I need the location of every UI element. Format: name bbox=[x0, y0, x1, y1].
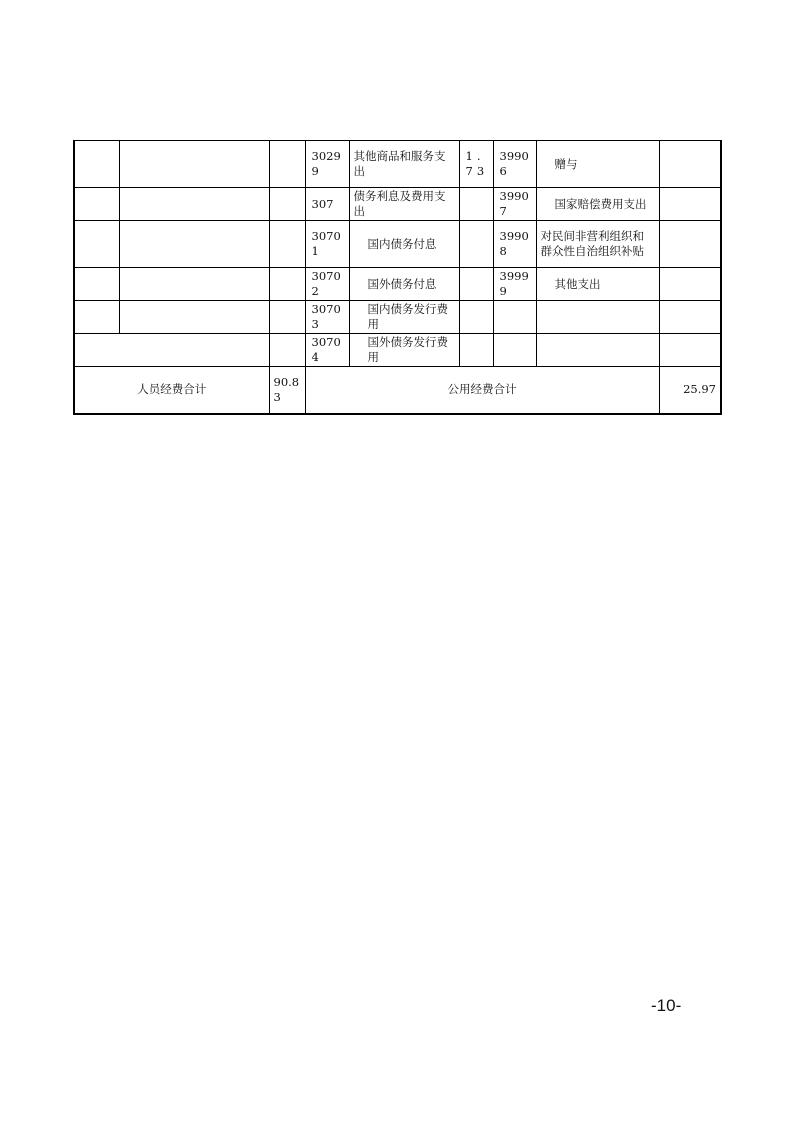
table-cell bbox=[74, 301, 119, 334]
table-cell bbox=[119, 301, 269, 334]
table-row bbox=[74, 301, 721, 334]
expense-name: 其他支出 bbox=[536, 268, 659, 301]
personnel-total-value: 90.83 bbox=[269, 367, 305, 414]
expense-code: 39999 bbox=[493, 268, 536, 301]
table-cell bbox=[269, 268, 305, 301]
expense-name bbox=[536, 301, 659, 334]
table-cell bbox=[74, 334, 269, 367]
table-cell bbox=[269, 188, 305, 221]
table-cell bbox=[269, 141, 305, 188]
expense-name: 赠与 bbox=[536, 141, 659, 188]
public-total-value: 25.97 bbox=[659, 367, 721, 414]
table-cell bbox=[74, 141, 119, 188]
table-cell bbox=[269, 221, 305, 268]
totals-row bbox=[74, 367, 721, 414]
table-cell bbox=[74, 221, 119, 268]
table-cell bbox=[74, 188, 119, 221]
expense-name bbox=[536, 334, 659, 367]
expense-amount bbox=[659, 268, 721, 301]
table-cell bbox=[269, 301, 305, 334]
table-cell bbox=[119, 141, 269, 188]
expense-amount bbox=[659, 188, 721, 221]
personnel-total-label: 人员经费合计 bbox=[74, 367, 269, 414]
expense-name: 债务利息及费用支出 bbox=[349, 188, 459, 221]
expense-amount bbox=[659, 141, 721, 188]
expense-code: 39906 bbox=[493, 141, 536, 188]
expense-name: 其他商品和服务支出 bbox=[349, 141, 459, 188]
expense-code: 30299 bbox=[305, 141, 349, 188]
expense-amount bbox=[459, 268, 493, 301]
expense-amount bbox=[459, 301, 493, 334]
expense-code: 307 bbox=[305, 188, 349, 221]
expense-name: 国内债务付息 bbox=[349, 221, 459, 268]
table-row bbox=[74, 141, 721, 188]
expense-name: 对民间非营利组织和群众性自治组织补贴 bbox=[536, 221, 659, 268]
table-cell bbox=[119, 221, 269, 268]
table-row bbox=[74, 188, 721, 221]
expense-name: 国内债务发行费用 bbox=[349, 301, 459, 334]
table-cell bbox=[119, 188, 269, 221]
budget-table-section bbox=[73, 140, 720, 415]
expense-code: 39907 bbox=[493, 188, 536, 221]
expense-amount bbox=[659, 334, 721, 367]
expense-amount bbox=[659, 221, 721, 268]
expense-amount: 1.73 bbox=[459, 141, 493, 188]
expense-code: 30701 bbox=[305, 221, 349, 268]
expense-amount bbox=[459, 188, 493, 221]
expense-name: 国外债务付息 bbox=[349, 268, 459, 301]
expenditure-table bbox=[73, 140, 722, 415]
public-total-label: 公用经费合计 bbox=[305, 367, 659, 414]
expense-amount bbox=[659, 301, 721, 334]
expense-code bbox=[493, 301, 536, 334]
expense-code: 30702 bbox=[305, 268, 349, 301]
expense-code: 30704 bbox=[305, 334, 349, 367]
expense-name: 国家赔偿费用支出 bbox=[536, 188, 659, 221]
table-cell bbox=[74, 268, 119, 301]
table-row bbox=[74, 268, 721, 301]
table-row bbox=[74, 334, 721, 367]
table-cell bbox=[119, 268, 269, 301]
table-cell bbox=[269, 334, 305, 367]
expense-code bbox=[493, 334, 536, 367]
expense-amount bbox=[459, 221, 493, 268]
expense-code: 39908 bbox=[493, 221, 536, 268]
table-row bbox=[74, 221, 721, 268]
expense-name: 国外债务发行费用 bbox=[349, 334, 459, 367]
expense-code: 30703 bbox=[305, 301, 349, 334]
expense-amount bbox=[459, 334, 493, 367]
page-number: -10- bbox=[651, 996, 682, 1015]
